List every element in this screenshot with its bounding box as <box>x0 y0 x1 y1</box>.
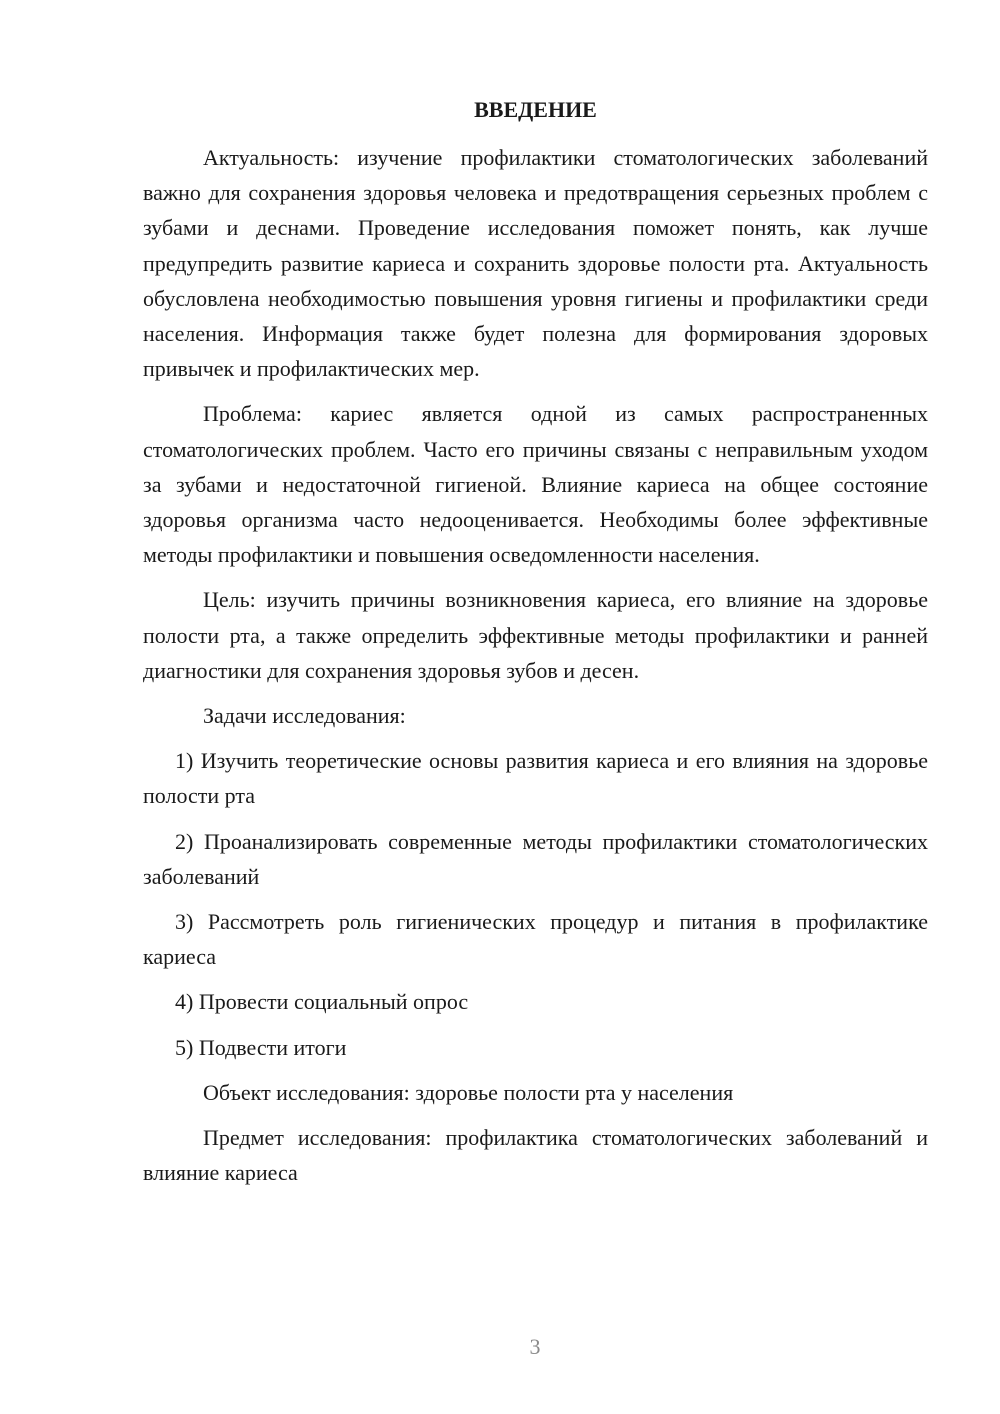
tasks-heading: Задачи исследования: <box>203 703 406 729</box>
document-body <box>143 90 928 1200</box>
task-item-5: 5) Подвести итоги <box>175 1034 347 1060</box>
relevance-paragraph: Актуальность: изучение профилактики стоматологических заболеваний важно для сохранения здоровья человека и предотвращения серьезных проблем с зубами и деснами. Проведение исследования поможет понять, как лучше предупредить развитие кариеса и сохранить здоровье полости рта. Актуальность обусловлена необходимостью повышения уровня гигиены и профилактики среди населения. Информация также будет полезна для формирования здоровых привычек и профилактических мер. <box>143 145 928 382</box>
task-item-2: 2) Проанализировать современные методы профилактики стоматологических заболеваний <box>143 828 928 889</box>
problem-paragraph: Проблема: кариес является одной из самых распространенных стоматологических проблем. Часто его причины связаны с неправильным уходом за зубами и недостаточной гигиеной. Влияние кариеса на общее состояние здоровья организма часто недооценивается. Необходимы более эффективные методы профилактики и повышения осведомленности населения. <box>143 401 928 568</box>
object-paragraph: Объект исследования: здоровье полости рта у населения <box>203 1079 734 1105</box>
subject-paragraph: Предмет исследования: профилактика стоматологических заболеваний и влияние кариеса <box>143 1125 928 1186</box>
task-item-1: 1) Изучить теоретические основы развития кариеса и его влияния на здоровье полости рта <box>143 748 928 809</box>
section-title: ВВЕДЕНИЕ <box>474 97 597 122</box>
task-item-3: 3) Рассмотреть роль гигиенических процедур и питания в профилактике кариеса <box>143 909 928 970</box>
task-item-4: 4) Провести социальный опрос <box>175 989 469 1015</box>
page-number: 3 <box>529 1334 541 1359</box>
goal-paragraph: Цель: изучить причины возникновения кариеса, его влияние на здоровье полости рта, а также определить эффективные методы профилактики и ранней диагностики для сохранения здоровья зубов и десен. <box>143 587 928 683</box>
